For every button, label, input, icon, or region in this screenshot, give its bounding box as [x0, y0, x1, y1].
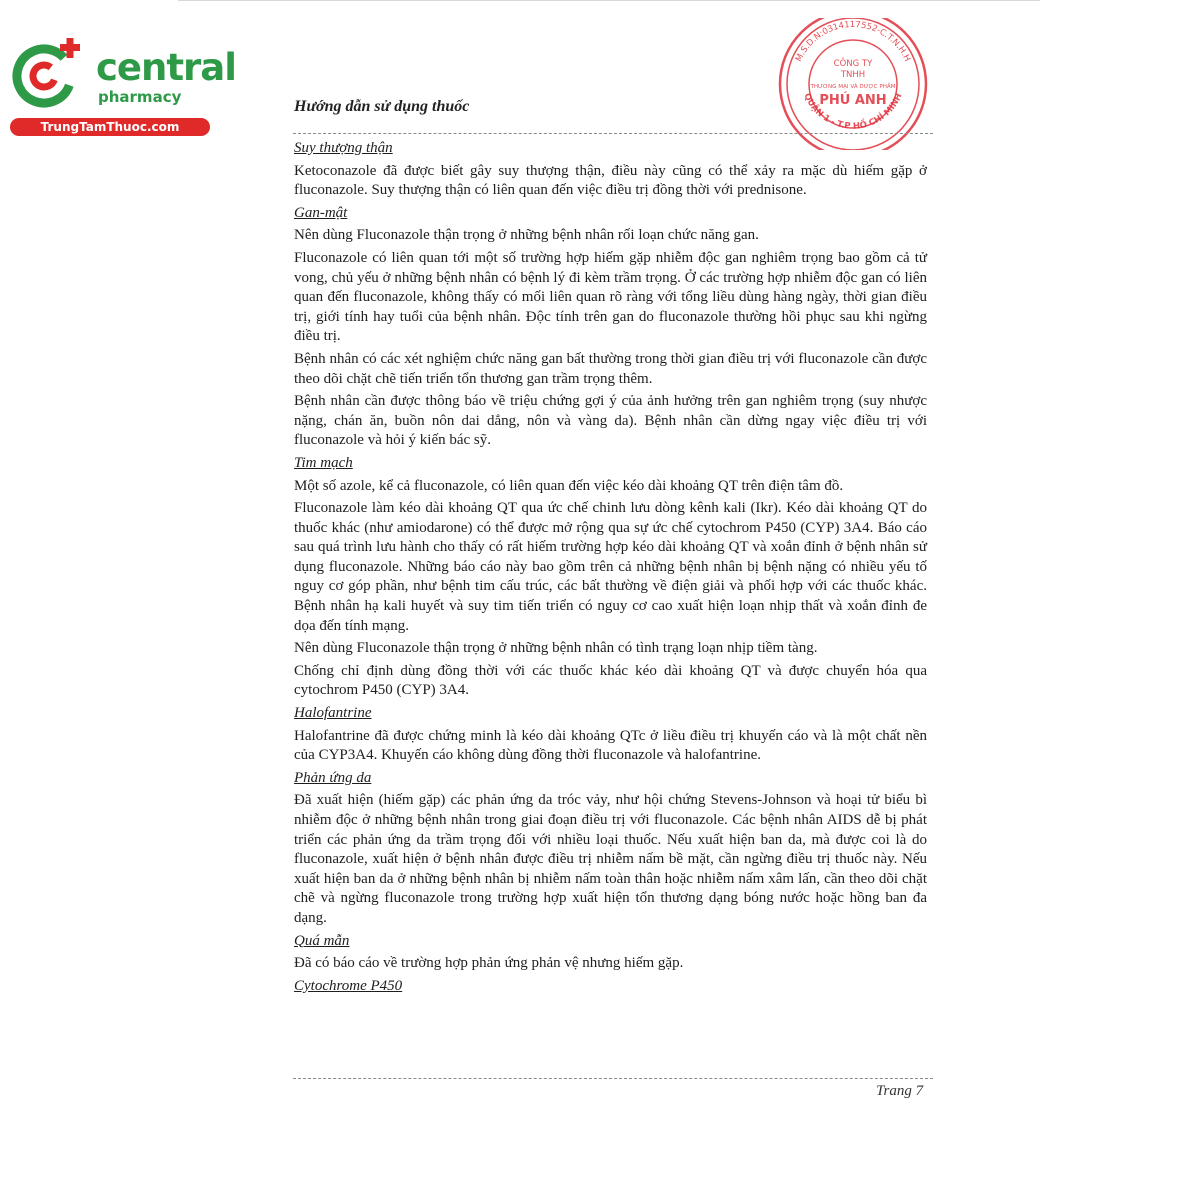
central-pharmacy-logo[interactable]: [10, 38, 236, 138]
paragraph: Nên dùng Fluconazole thận trọng ở những bệnh nhân rối loạn chức năng gan.: [294, 227, 759, 244]
section-heading-hypersensitivity: Quá mẫn: [294, 932, 350, 949]
paragraph: Chống chỉ định dùng đồng thời với các thuốc khác kéo dài khoảng QT và được chuyển hóa qua cytochrom P450 (CYP) 3A4.: [294, 662, 927, 699]
logo-wordmark: central: [96, 46, 236, 89]
stamp-line-1: CÔNG TY: [833, 59, 873, 69]
stamp-ring-text: M.S.D.N:0314117552-C.T.N.H.H: [793, 19, 913, 64]
paragraph: Một số azole, kể cả fluconazole, có liên quan đến việc kéo dài khoảng QT trên điện tâm đồ.: [294, 477, 844, 494]
paragraph: Fluconazole làm kéo dài khoảng QT qua ức chế chinh lưu dòng kênh kali (Ikr). Kéo dài khoảng QT do thuốc khác (như amiodarone) có thể được mở rộng qua sự ức chế cytochrom P450 (CYP) 3A4. Báo cáo sau quá trình lưu hành cho thấy có rất hiếm trường hợp kéo dài khoảng QT và xoắn đỉnh ở bệnh nhân sử dụng fluconazole. Những báo cáo này bao gồm trên cả những bệnh nhân bị bệnh nặng có nhiều yếu tố nguy cơ góp phần, như bệnh tim cấu trúc, các bất thường về điện giải và phối hợp với các thuốc khác. Bệnh nhân hạ kali huyết và suy tim tiến triển có nguy cơ cao xuất hiện loạn nhịp thất và xoắn đỉnh đe dọa đến tính mạng.: [294, 500, 927, 634]
paragraph: Ketoconazole đã được biết gây suy thượng thận, điều này cũng có thể xảy ra mặc dù hiếm gặp ở fluconazole. Suy thượng thận có liên quan đến việc điều trị đồng thời với prednisone.: [294, 162, 927, 199]
pharmacy-cross-logo-icon: [10, 38, 82, 110]
footer-divider: [293, 1078, 933, 1079]
section-heading-cytochrome: Cytochrome P450: [294, 977, 403, 994]
section-heading-adrenal: Suy thượng thận: [294, 140, 393, 156]
section-heading-hepatobiliary: Gan-mật: [294, 204, 348, 221]
header-divider: [293, 133, 933, 134]
stamp-line-3: THƯƠNG MẠI VÀ DƯỢC PHẨM: [810, 84, 896, 90]
stamp-bottom-text: QUẬN 1 - T.P HỒ CHÍ MINH: [801, 91, 905, 132]
section-heading-halofantrine: Halofantrine: [294, 705, 372, 722]
paragraph: Đã có báo cáo về trường hợp phản ứng phản vệ nhưng hiếm gặp.: [294, 955, 684, 972]
logo-subtitle: pharmacy: [98, 88, 182, 106]
section-heading-skin-reactions: Phản ứng da: [294, 769, 372, 786]
page-number: Trang 7: [876, 1083, 924, 1099]
paragraph: Bệnh nhân có các xét nghiệm chức năng gan bất thường trong thời gian điều trị với fluconazole cần được theo dõi chặt chẽ tiến triển tổn thương gan trầm trọng thêm.: [294, 350, 927, 387]
paragraph: Nên dùng Fluconazole thận trọng ở những bệnh nhân có tình trạng loạn nhịp tiềm tàng.: [294, 640, 818, 657]
paragraph: Fluconazole có liên quan tới một số trường hợp hiếm gặp nhiễm độc gan nghiêm trọng bao gồm cả tử vong, chủ yếu ở những bệnh nhân có bệnh lý đi kèm trầm trọng. Ở các trường hợp nhiễm độc gan có liên quan đến fluconazole, không thấy có mối liên quan rõ ràng với tổng liều dùng hàng ngày, thời gian điều trị, giới tính hay tuổi của bệnh nhân. Độc tính trên gan do fluconazole thường hồi phục sau khi ngừng điều trị.: [294, 249, 927, 345]
company-seal-stamp: [776, 18, 930, 150]
stamp-line-2: TNHH: [840, 70, 866, 80]
section-heading-cardiovascular: Tim mạch: [294, 454, 353, 471]
paragraph: Đã xuất hiện (hiếm gặp) các phản ứng da tróc vảy, như hội chứng Stevens-Johnson và hoại tử biểu bì nhiễm độc ở những bệnh nhân trong giai đoạn điều trị với fluconazole. Các bệnh nhân AIDS dễ bị phát triển các phản ứng da trầm trọng đối với nhiều loại thuốc. Nếu xuất hiện ban da, mà được coi là do fluconazole, xuất hiện ở bệnh nhân được điều trị nhiễm nấm bề mặt, cần ngừng điều trị thuốc này. Nếu xuất hiện ban da ở những bệnh nhân bị nhiễm nấm toàn thân hoặc nhiễm nấm xâm lấn, cần theo dõi chặt chẽ và ngừng fluconazole trong trường hợp xuất hiện tổn thương dạng bóng nước hoặc hồng ban đa dạng.: [294, 792, 927, 926]
top-edge-line: [178, 0, 1040, 1]
paragraph: Halofantrine đã được chứng minh là kéo dài khoảng QTc ở liều điều trị khuyến cáo và là một chất nền của CYP3A4. Khuyến cáo không dùng đồng thời fluconazole và halofantrine.: [294, 727, 927, 764]
document-body: [294, 139, 927, 999]
stamp-line-4: PHÚ ANH: [819, 93, 887, 108]
website-badge[interactable]: TrungTamThuoc.com: [10, 118, 210, 136]
document-header: Hướng dẫn sử dụng thuốc: [294, 98, 470, 115]
paragraph: Bệnh nhân cần được thông báo về triệu chứng gợi ý của ảnh hưởng trên gan nghiêm trọng (suy nhược nặng, chán ăn, buồn nôn dai dẳng, nôn và vàng da). Bệnh nhân cần dừng ngay việc điều trị với fluconazole và hỏi ý kiến bác sỹ.: [294, 393, 927, 449]
